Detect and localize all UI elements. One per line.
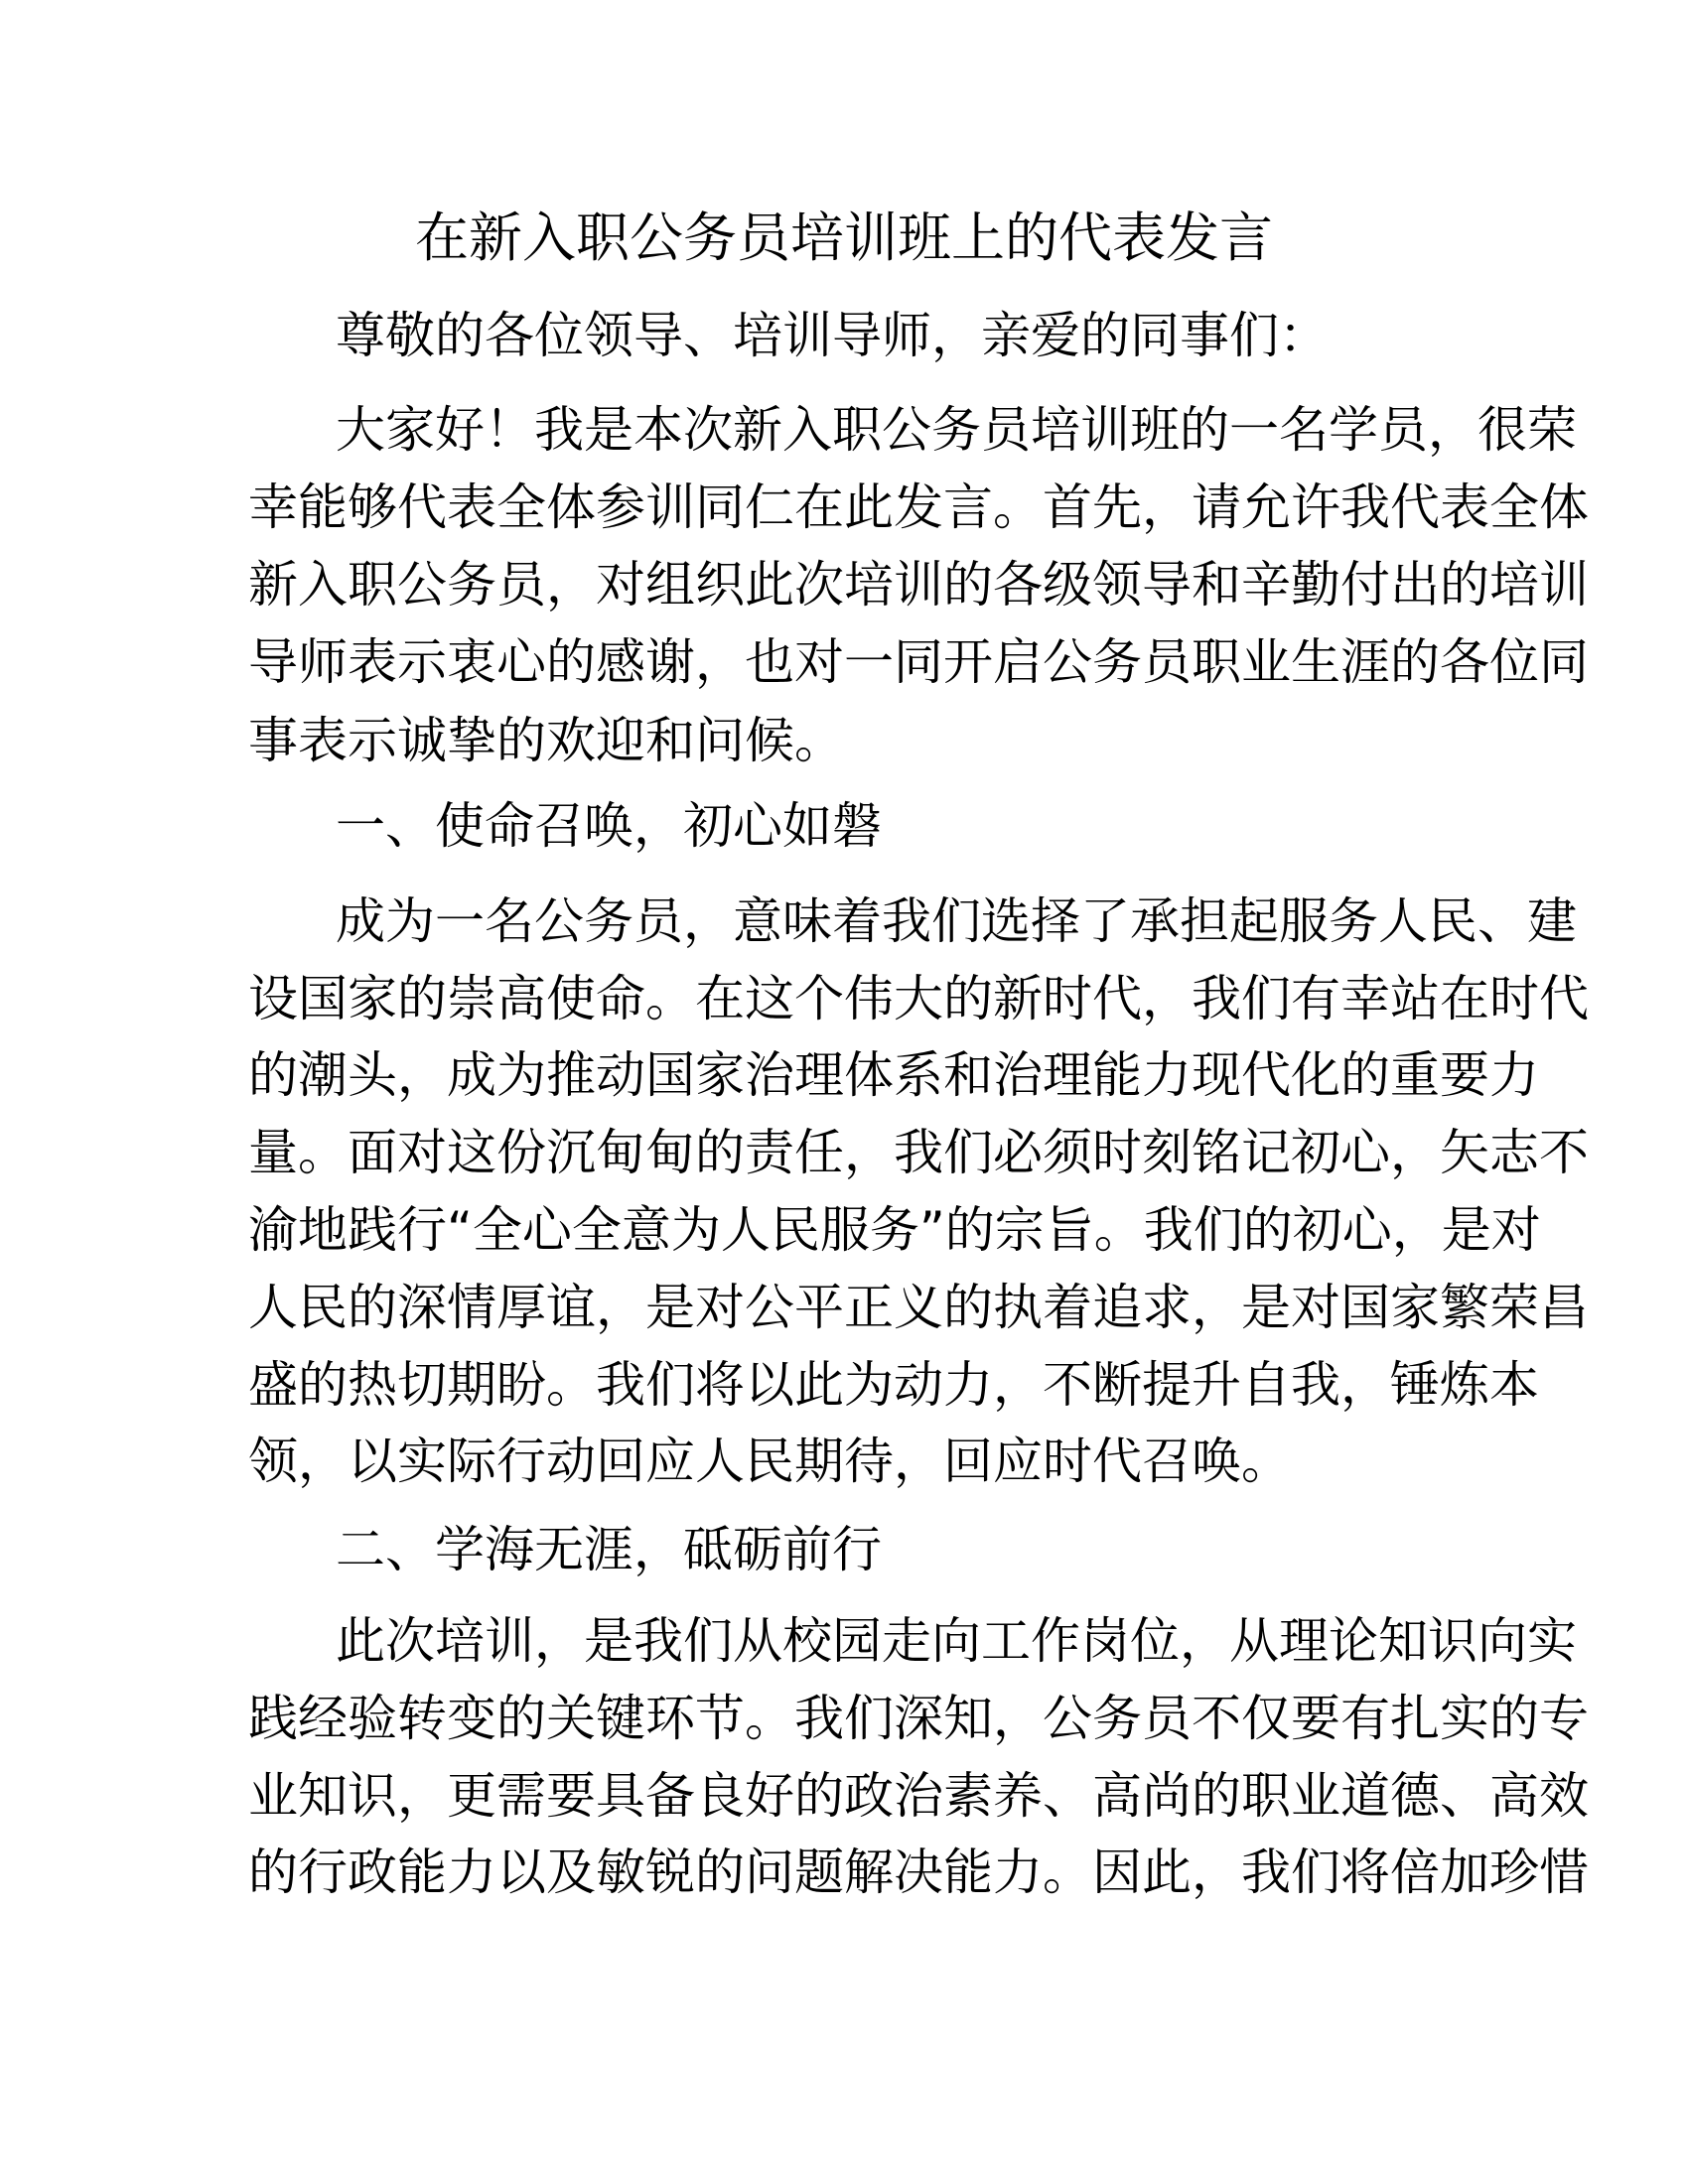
paragraph-line: 人民的深情厚谊，是对公平正义的执着追求，是对国家繁荣昌	[248, 1279, 1589, 1336]
paragraph-line: 尊敬的各位领导、培训导师，亲爱的同事们：	[336, 307, 1329, 364]
paragraph-line: 盛的热切期盼。我们将以此为动力，不断提升自我，锤炼本	[248, 1356, 1539, 1414]
paragraph-line: 新入职公务员，对组织此次培训的各级领导和辛勤付出的培训	[248, 556, 1589, 614]
section-heading: 二、学海无涯，砥砺前行	[336, 1521, 882, 1578]
paragraph-line: 的潮头，成为推动国家治理体系和治理能力现代化的重要力	[248, 1046, 1539, 1104]
document-title: 在新入职公务员培训班上的代表发言	[415, 206, 1273, 269]
paragraph-line: 设国家的崇高使命。在这个伟大的新时代，我们有幸站在时代	[248, 970, 1589, 1027]
paragraph-line: 量。面对这份沉甸甸的责任，我们必须时刻铭记初心，矢志不	[248, 1124, 1589, 1181]
paragraph-line: 事表示诚挚的欢迎和问候。	[248, 712, 844, 769]
paragraph-line: 成为一名公务员，意味着我们选择了承担起服务人民、建	[336, 892, 1577, 950]
paragraph-line: 渝地践行“全心全意为人民服务”的宗旨。我们的初心，是对	[248, 1201, 1541, 1259]
paragraph-line: 的行政能力以及敏锐的问题解决能力。因此，我们将倍加珍惜	[248, 1843, 1589, 1901]
paragraph-line: 此次培训，是我们从校园走向工作岗位，从理论知识向实	[336, 1612, 1577, 1670]
section-heading: 一、使命召唤，初心如磐	[336, 797, 882, 855]
paragraph-line: 导师表示衷心的感谢，也对一同开启公务员职业生涯的各位同	[248, 633, 1589, 691]
paragraph-line: 大家好！我是本次新入职公务员培训班的一名学员，很荣	[336, 401, 1577, 459]
paragraph-line: 业知识，更需要具备良好的政治素养、高尚的职业道德、高效	[248, 1767, 1589, 1825]
paragraph-line: 领，以实际行动回应人民期待，回应时代召唤。	[248, 1433, 1291, 1490]
paragraph-line: 践经验转变的关键环节。我们深知，公务员不仅要有扎实的专	[248, 1690, 1589, 1747]
paragraph-line: 幸能够代表全体参训同仁在此发言。首先，请允许我代表全体	[248, 478, 1589, 536]
